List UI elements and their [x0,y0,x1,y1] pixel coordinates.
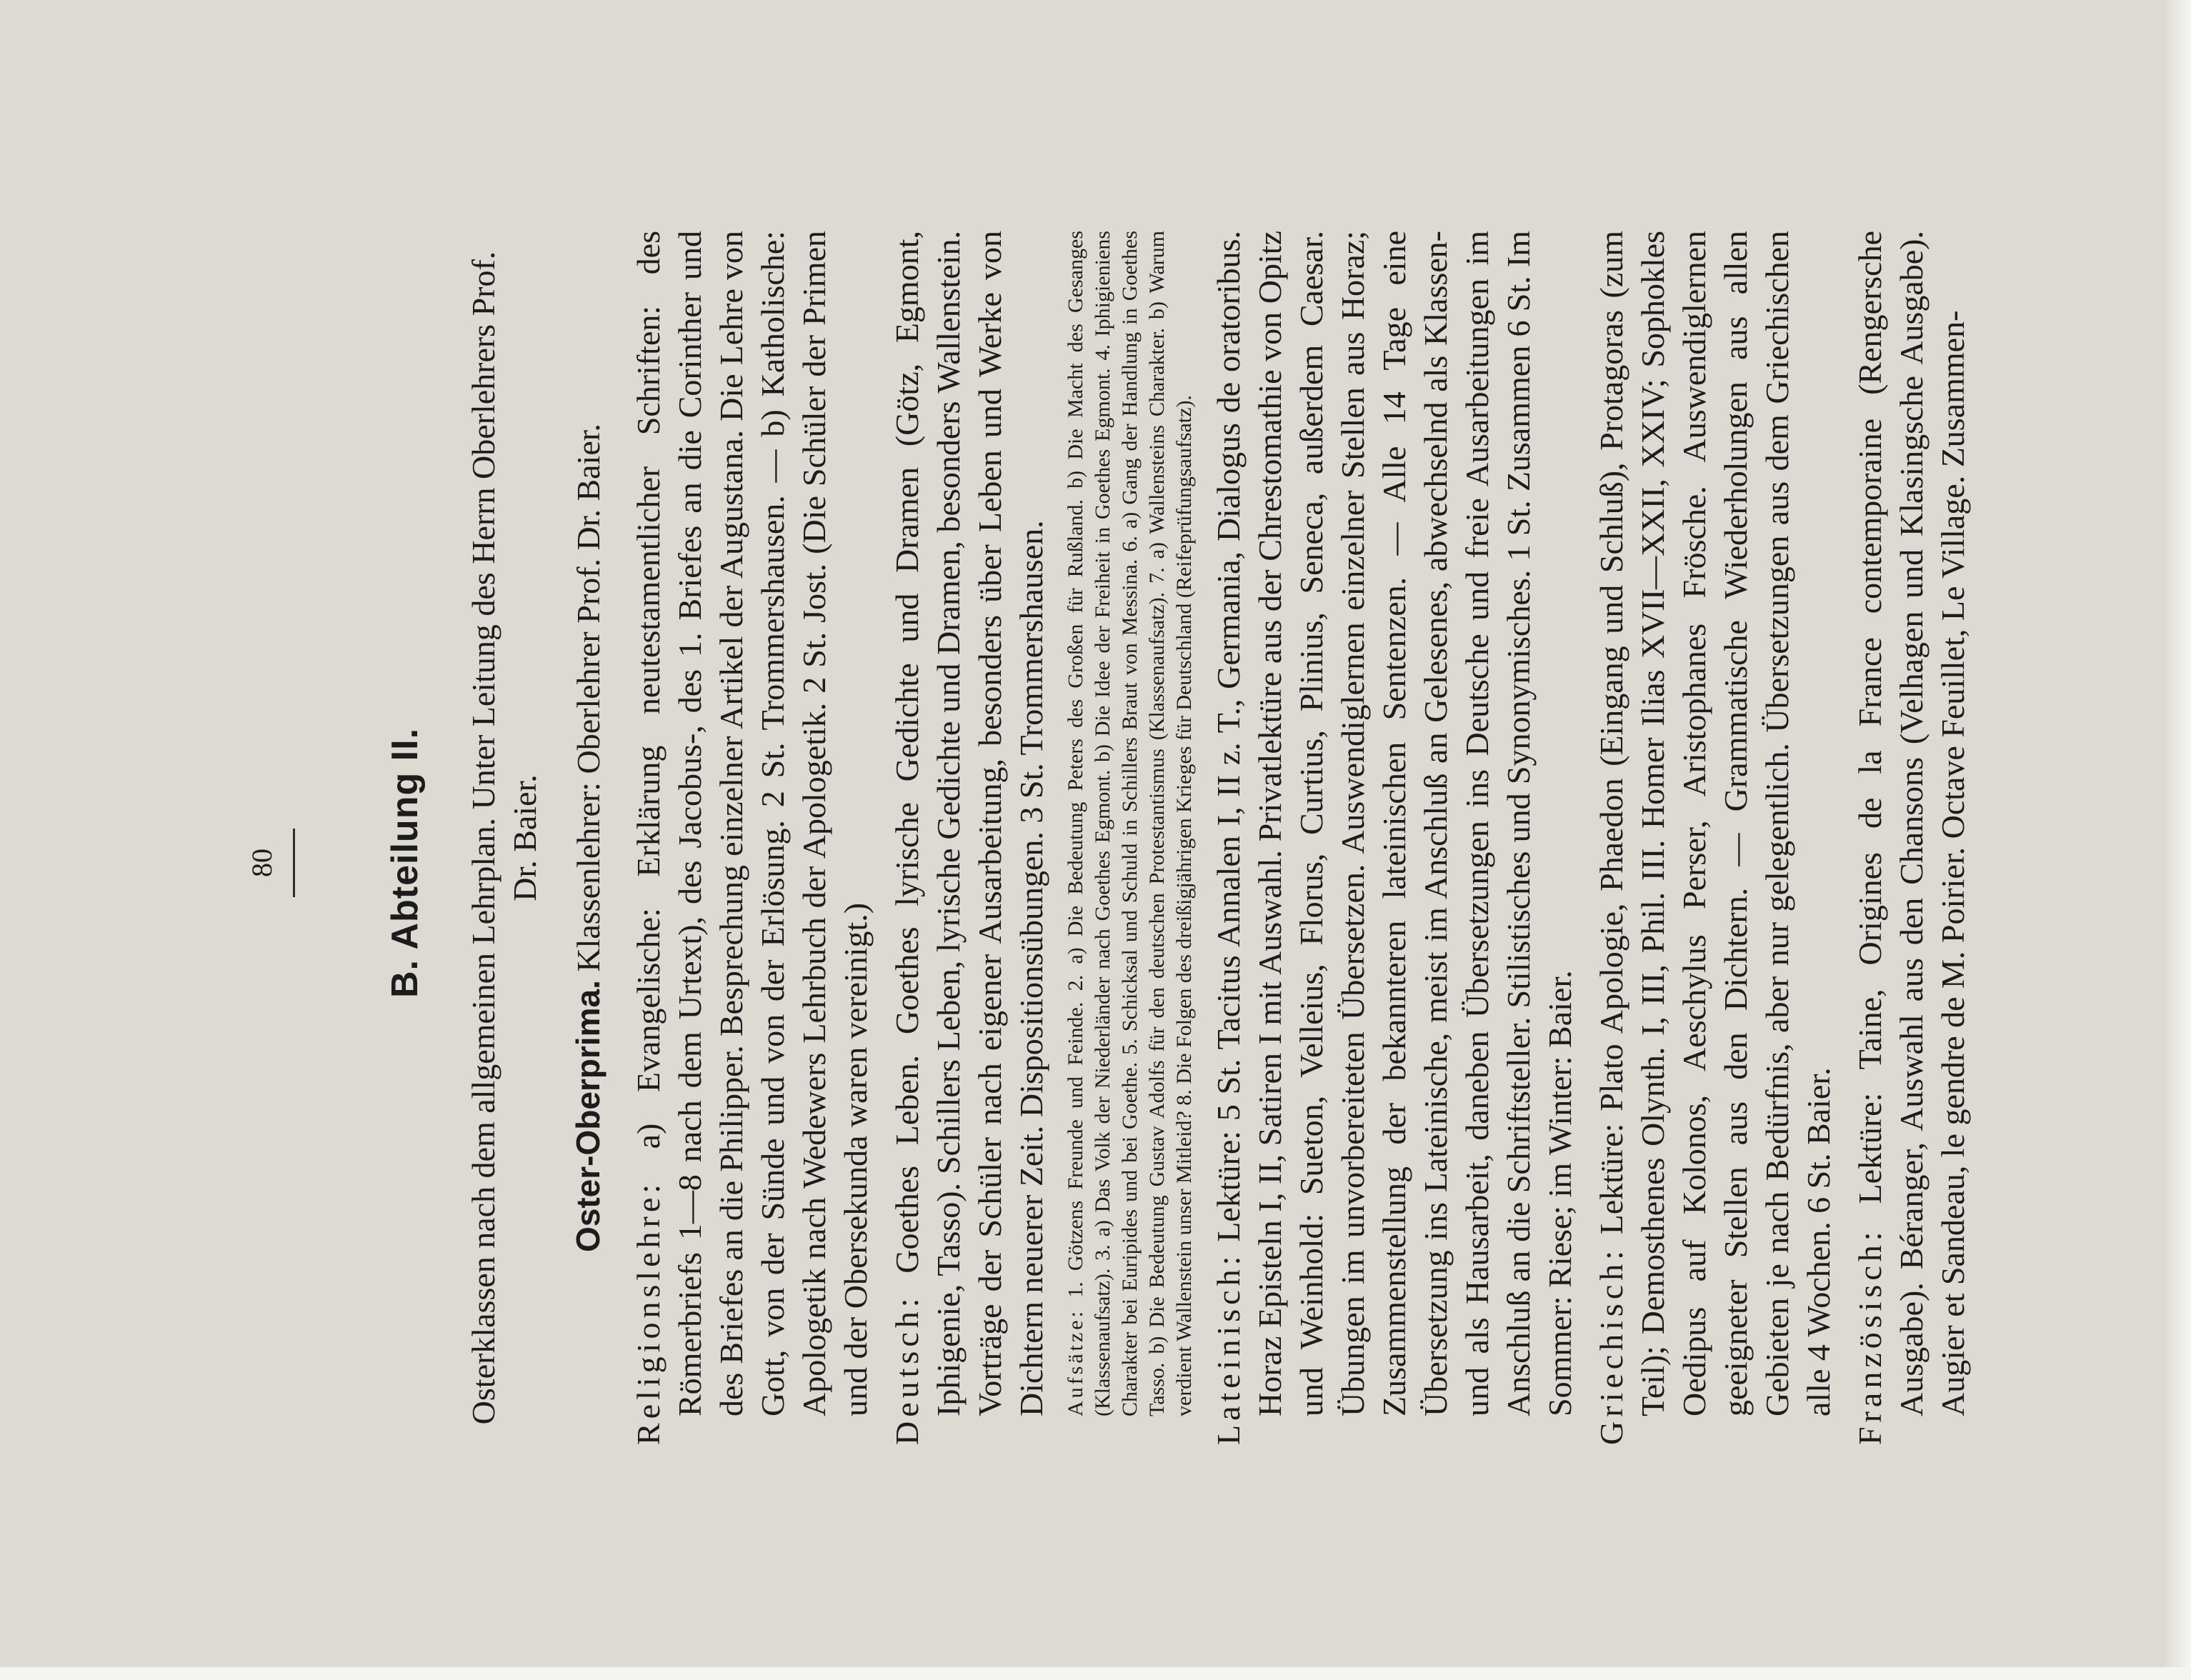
intro-paragraph: Osterklassen nach dem allgemeinen Lehrplan. Unter Leitung des Herrn Oberlehrers Prof. Dr. Baier. [465,251,543,1425]
subject-label: Lateinisch: [1210,1251,1247,1445]
essay-topics [1062,231,1198,1445]
subject-franzoesisch [1850,231,1974,1445]
class-name: Oster-Oberprima. [569,980,607,1253]
page-number-rule [293,829,295,897]
subject-religion [628,231,877,1445]
page-body [463,231,1984,1445]
subject-label: Religionslehre: [630,1179,667,1445]
class-teacher: Klassenlehrer: Oberlehrer Prof. Dr. Baier. [570,423,607,972]
subject-text: Goethes Leben. Goethes lyrische Gedichte und Dramen (Götz, Egmont, Iphigenie, Tasso). Schillers Leben, lyrische Gedichte und Dramen, besonders Wallenstein. Vorträge der Schüler nach eigener Ausarbeitung, besonders über Leben und Werke von Dichtern neuerer Zeit. Dispositionsübungen. 3 St. Trommershausen. [889,231,1049,1416]
rotated-page-content [127,159,2113,1566]
section-title: B. Abteilung II. [384,727,426,999]
subject-lateinisch [1208,231,1581,1445]
scan-bottom-edge [0,1667,2191,1680]
subject-text: Lektüre: Plato Apologie, Phaedon (Eingang und Schluß), Protagoras (zum Teil); Demosthenes Olynth. I, III, Phil. III. Homer Ilias XVII—XXII, XXIV; Sophokles Oedipus auf Kolonos, Aeschylus Perser, Aristophanes Frösche. Auswendiglernen geeigneter Stellen aus den Dichtern. — Grammatische Wiederholungen aus allen Gebieten je nach Bedürfnis, aber nur gelegentlich. Übersetzungen aus dem Griechischen alle 4 Wochen. 6 St. Baier. [1593,231,1837,1416]
subject-text: Lektüre: 5 St. Tacitus Annalen I, II z. T., Germania, Dialogus de oratoribus. Horaz Episteln I, II, Satiren I mit Auswahl. Privatlektüre aus der Chrestomathie von Opitz und Weinhold: Sueton, Velleius, Florus, Curtius, Plinius, Seneca, außerdem Caesar. Übungen im unvorbereiteten Übersetzen. Auswendiglernen einzelner Stellen aus Horaz; Zusammenstellung der bekannteren lateinischen Sentenzen. — Alle 14 Tage eine Übersetzung ins Lateinische, meist im Anschluß an Gelesenes, abwechselnd als Klassen- und als Hausarbeit, daneben Übersetzungen ins Deutsche und freie Ausarbeitungen im Anschluß an die Schriftsteller. Stilistisches und Synonymisches. 1 St. Zusammen 6 St. Im Sommer: Riese; im Winter: Baier. [1210,231,1578,1416]
topics-text: 1. Götzens Freunde und Feinde. 2. a) Die Bedeutung Peters des Großen für Rußland. b) Die Macht des Gesanges (Klassenaufsatz). 3. a) Das Volk der Niederländer nach Goethes Egmont. b) Die Idee der Freiheit in Goethes Egmont. 4. Iphigieniens Charakter bei Euripides und bei Goethe. 5. Schicksal und Schuld in Schillers Braut von Messina. 6. a) Gang der Handlung in Goethes Tasso. b) Die Bedeutung Gustav Adolfs für den deutschen Protestantismus (Klassenaufsatz). 7. a) Wallensteins Charakter. b) Warum verdient Wallenstein unser Mitleid? 8. Die Folgen des dreißigjährigen Krieges für Deutschland (Reifeprüfungsaufsatz). [1064,231,1196,1416]
subject-griechisch [1591,231,1840,1445]
topics-label: Aufsätze: [1064,1309,1087,1416]
subject-label: Deutsch: [889,1294,925,1445]
subject-deutsch [887,231,1052,1445]
page-number: 80 [246,849,278,877]
class-heading [567,231,609,1445]
subject-text: a) Evangelische: Erklärung neutestamentlicher Schriften: des Römerbriefs 1—8 nach dem Urtext), des Jacobus-, des 1. Briefes an die Corinther und des Briefes an die Philipper. Besprechung einzelner Artikel der Augustana. Die Lehre von Gott, von der Sünde und von der Erlösung. 2 St. Trommershausen. — b) Katholische: Apologetik nach Wedewers Lehrbuch der Apologetik. 2 St. Jost. (Die Schüler der Primen und der Obersekunda waren vereinigt.) [630,230,874,1416]
subject-label: Französisch: [1852,1227,1888,1445]
scan-right-edge [2162,0,2191,1680]
subject-label: Griechisch: [1593,1246,1629,1445]
subject-text: Lektüre: Taine, Origines de la France contemporaine (Rengersche Ausgabe). Béranger, Auswahl aus den Chansons (Velhagen und Klasingsche Ausgabe). Augier et Sandeau, le gendre de M. Poirier. Octave Feuillet, Le Village. Zusammen- [1852,231,1971,1416]
